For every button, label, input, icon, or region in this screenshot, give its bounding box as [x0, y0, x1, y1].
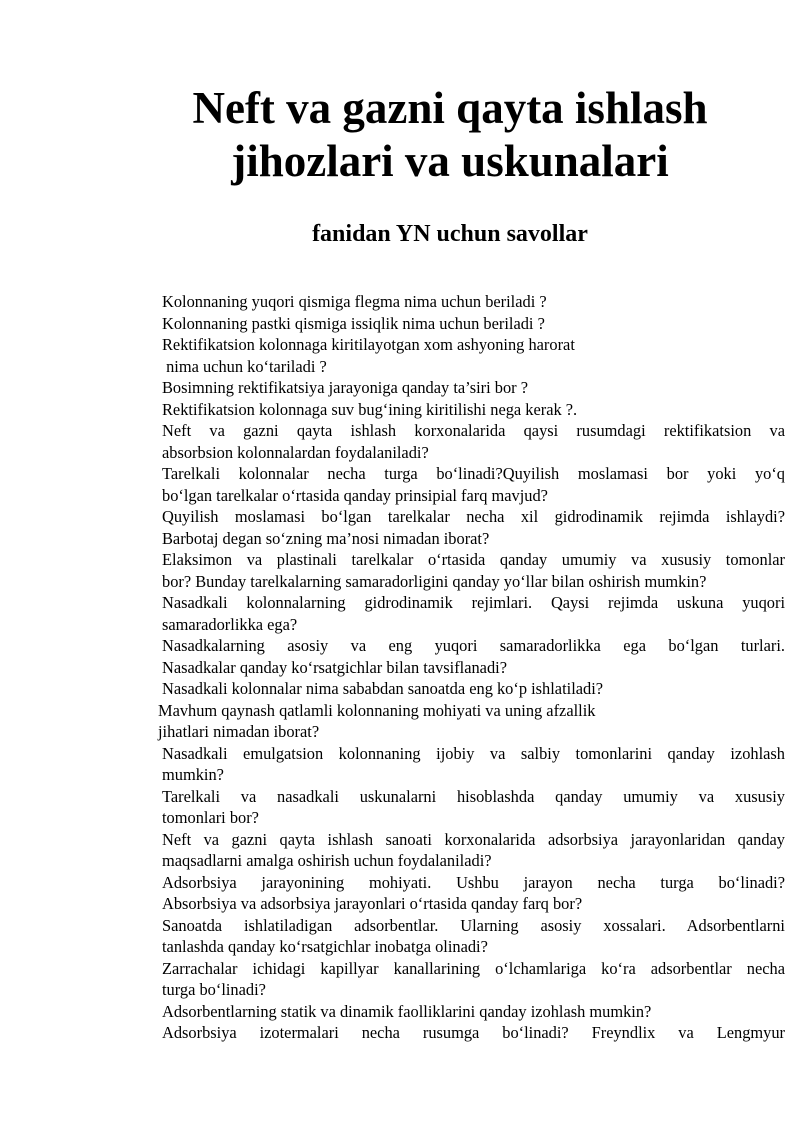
question-item	[162, 549, 785, 592]
question-line: Nasadkali kolonnalar nima sababdan sanoatda eng ko‘p ishlatiladi?	[162, 679, 604, 698]
question-line: nima uchun ko‘tariladi ?	[162, 356, 327, 376]
question-item	[162, 313, 762, 335]
question-line: absorbsion kolonnalardan foydalaniladi?	[162, 442, 429, 462]
question-item	[162, 1001, 762, 1023]
question-item	[162, 420, 785, 463]
question-line: Quyilish moslamasi bo‘lgan tarelkalar necha xil gidrodinamik rejimda ishlaydi?	[162, 507, 785, 526]
question-item	[162, 592, 785, 635]
title-line-2: jihozlari va uskunalari	[231, 136, 669, 186]
title-line-1: Neft va gazni qayta ishlash	[192, 83, 708, 133]
question-line: mumkin?	[162, 765, 224, 784]
question-line: bo‘lgan tarelkalar o‘rtasida qanday prinsipial farq mavjud?	[162, 485, 548, 505]
question-item	[162, 399, 762, 421]
question-line: Nasadkalarning asosiy va eng yuqori samaradorlikka ega bo‘lgan turlari.	[162, 636, 785, 655]
question-item	[162, 334, 762, 377]
question-line: Tarelkali va nasadkali uskunalarni hisoblashda qanday umumiy va xususiy	[162, 786, 785, 806]
question-line: Barbotaj degan so‘zning ma’nosi nimadan iborat?	[162, 528, 490, 548]
question-line: Absorbsiya va adsorbsiya jarayonlari o‘rtasida qanday farq bor?	[162, 894, 583, 913]
question-line: Adsorbentlarning statik va dinamik faolliklarini qanday izohlash mumkin?	[162, 1001, 652, 1021]
question-line: Adsorbsiya izotermalari necha rusumga bo‘linadi? Freyndlix va Lengmyur	[162, 1023, 785, 1042]
question-item	[162, 678, 762, 700]
question-item	[162, 291, 762, 313]
question-line: Kolonnaning yuqori qismiga flegma nima uchun beriladi ?	[162, 292, 547, 311]
question-line: Nasadkali emulgatsion kolonnaning ijobiy va salbiy tomonlarini qanday izohlash	[162, 743, 785, 763]
question-item	[162, 915, 785, 958]
question-line: Mavhum qaynash qatlamli kolonnaning mohiyati va uning afzallik	[158, 700, 596, 720]
question-item	[158, 700, 758, 743]
question-item	[162, 743, 785, 786]
question-line: Rektifikatsion kolonnaga kiritilayotgan xom ashyoning harorat	[162, 335, 575, 354]
question-item	[162, 786, 785, 829]
question-item	[162, 958, 785, 1001]
question-line: turga bo‘linadi?	[162, 980, 266, 999]
question-line: Nasadkalar qanday ko‘rsatgichlar bilan tavsiflanadi?	[162, 657, 507, 677]
question-item	[162, 1022, 785, 1044]
question-line: Adsorbsiya jarayonining mohiyati. Ushbu jarayon necha turga bo‘linadi?	[162, 872, 785, 892]
question-line: maqsadlarni amalga oshirish uchun foydalaniladi?	[162, 851, 492, 870]
question-line: samaradorlikka ega?	[162, 614, 298, 634]
question-item	[162, 829, 785, 872]
document-subtitle: fanidan YN uchun savollar	[312, 221, 588, 247]
question-line: Kolonnaning pastki qismiga issiqlik nima uchun beriladi ?	[162, 313, 545, 333]
question-line: Elaksimon va plastinali tarelkalar o‘rtasida qanday umumiy va xususiy tomonlar	[162, 550, 785, 569]
question-line: Zarrachalar ichidagi kapillyar kanallarining o‘lchamlariga ko‘ra adsorbentlar necha	[162, 958, 785, 978]
question-line: jihatlari nimadan iborat?	[158, 722, 320, 741]
question-item	[162, 377, 762, 399]
question-item	[162, 635, 785, 678]
question-line: Bosimning rektifikatsiya jarayoniga qanday ta’siri bor ?	[162, 378, 528, 397]
question-line: Neft va gazni qayta ishlash sanoati korxonalarida adsorbsiya jarayonlaridan qanday	[162, 829, 785, 849]
question-line: Tarelkali kolonnalar necha turga bo‘linadi?Quyilish moslamasi bor yoki yo‘q	[162, 464, 785, 483]
question-line: bor? Bunday tarelkalarning samaradorligini qanday yo‘llar bilan oshirish mumkin?	[162, 571, 707, 591]
question-line: tanlashda qanday ko‘rsatgichlar inobatga olinadi?	[162, 937, 488, 956]
question-line: Neft va gazni qayta ishlash korxonalarida qaysi rusumdagi rektifikatsion va	[162, 421, 785, 440]
question-item	[162, 872, 785, 915]
question-line: tomonlari bor?	[162, 808, 259, 827]
question-item	[162, 463, 785, 506]
question-item	[162, 506, 785, 549]
questions-list	[0, 291, 800, 1044]
document-title	[100, 82, 800, 188]
question-line: Rektifikatsion kolonnaga suv bug‘ining kiritilishi nega kerak ?.	[162, 399, 578, 419]
question-line: Nasadkali kolonnalarning gidrodinamik rejimlari. Qaysi rejimda uskuna yuqori	[162, 593, 785, 612]
question-line: Sanoatda ishlatiladigan adsorbentlar. Ularning asosiy xossalari. Adsorbentlarni	[162, 915, 785, 935]
